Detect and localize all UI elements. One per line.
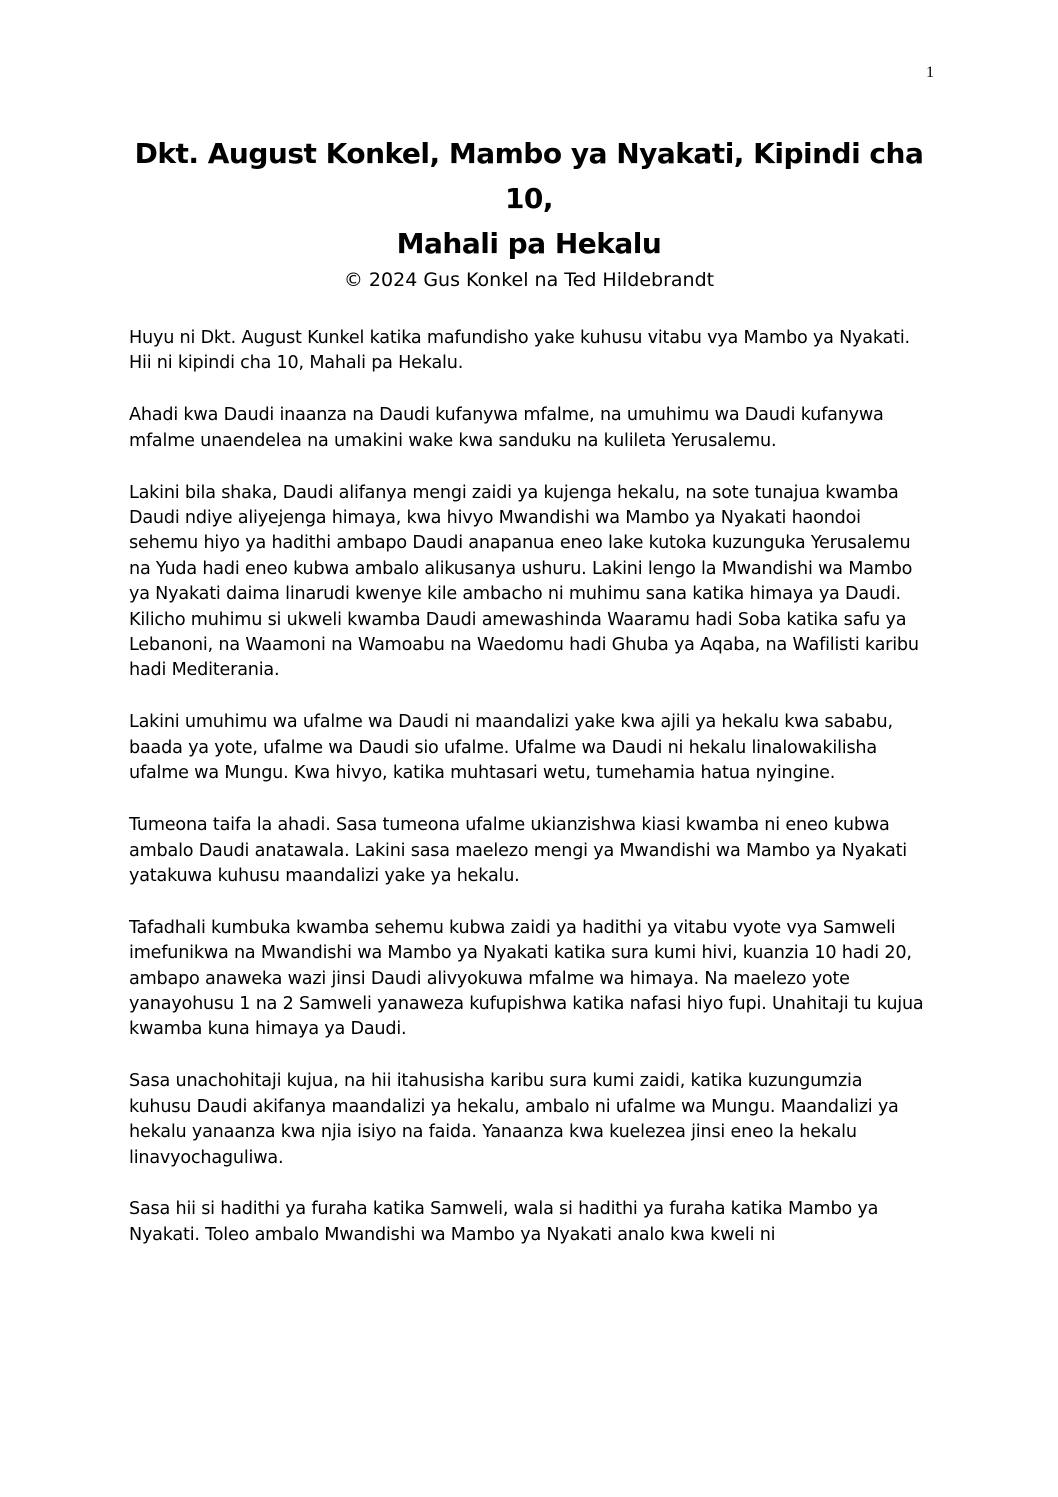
paragraph-1: Huyu ni Dkt. August Kunkel katika mafundisho yake kuhusu vitabu vya Mambo ya Nyakati. Hii ni kipindi cha 10, Mahali pa Hekalu.	[129, 328, 910, 374]
paragraph-4: Lakini umuhimu wa ufalme wa Daudi ni maandalizi yake kwa ajili ya hekalu kwa sababu, baada ya yote, ufalme wa Daudi sio ufalme. Ufalme wa Daudi ni hekalu linalowakilisha ufalme wa Mungu. Kwa hivyo, katika muhtasari wetu, tumehamia hatua nyingine.	[129, 712, 893, 784]
document-body	[129, 131, 929, 1275]
paragraph-5: Tumeona taifa la ahadi. Sasa tumeona ufalme ukianzishwa kiasi kwamba ni eneo kubwa ambalo Daudi anatawala. Lakini sasa maelezo mengi ya Mwandishi wa Mambo ya Nyakati yatakuwa kuhusu maandalizi yake ya hekalu.	[129, 815, 907, 886]
paragraph-2: Ahadi kwa Daudi inaanza na Daudi kufanywa mfalme, na umuhimu wa Daudi kufanywa mfalme unaendelea na umakini wake kwa sanduku na kulileta Yerusalemu.	[129, 405, 884, 451]
paragraph-7: Sasa unachohitaji kujua, na hii itahusisha karibu sura kumi zaidi, katika kuzungumzia kuhusu Daudi akifanya maandalizi ya hekalu, ambalo ni ufalme wa Mungu. Maandalizi ya hekalu yanaanza kwa njia isiyo na faida. Yanaanza kwa kuelezea jinsi eneo la hekalu linavyochaguliwa.	[129, 1071, 899, 1168]
title-line-1: Dkt. August Konkel, Mambo ya Nyakati, Kipindi cha	[134, 137, 924, 170]
document-title	[129, 131, 929, 266]
paragraph-8: Sasa hii si hadithi ya furaha katika Samweli, wala si hadithi ya furaha katika Mambo ya Nyakati. Toleo ambalo Mwandishi wa Mambo ya Nyakati analo kwa kweli ni	[129, 1199, 879, 1245]
title-line-3: Mahali pa Hekalu	[396, 227, 662, 260]
copyright-line: © 2024 Gus Konkel na Ted Hildebrandt	[343, 269, 715, 291]
title-line-2: 10,	[504, 182, 554, 215]
paragraph-6: Tafadhali kumbuka kwamba sehemu kubwa zaidi ya hadithi ya vitabu vyote vya Samweli imefunikwa na Mwandishi wa Mambo ya Nyakati katika sura kumi hivi, kuanzia 10 hadi 20, ambapo anaweka wazi jinsi Daudi alivyokuwa mfalme wa himaya. Na maelezo yote yanayohusu 1 na 2 Samweli yanaweza kufupishwa katika nafasi hiyo fupi. Unahitaji tu kujua kwamba kuna himaya ya Daudi.	[129, 917, 924, 1040]
page-number: 1	[926, 64, 934, 81]
paragraph-3: Lakini bila shaka, Daudi alifanya mengi zaidi ya kujenga hekalu, na sote tunajua kwamba Daudi ndiye aliyejenga himaya, kwa hivyo Mwandishi wa Mambo ya Nyakati haondoi sehemu hiyo ya hadithi ambapo Daudi anapanua eneo lake kutoka kuzunguka Yerusalemu na Yuda hadi eneo kubwa ambalo alikusanya ushuru. Lakini lengo la Mwandishi wa Mambo ya Nyakati daima linarudi kwenye kile ambacho ni muhimu sana katika himaya ya Daudi. Kilicho muhimu si ukweli kwamba Daudi amewashinda Waaramu hadi Soba katika safu ya Lebanoni, na Waamoni na Wamoabu na Waedomu hadi Ghuba ya Aqaba, na Wafilisti karibu hadi Mediterania.	[129, 482, 919, 681]
